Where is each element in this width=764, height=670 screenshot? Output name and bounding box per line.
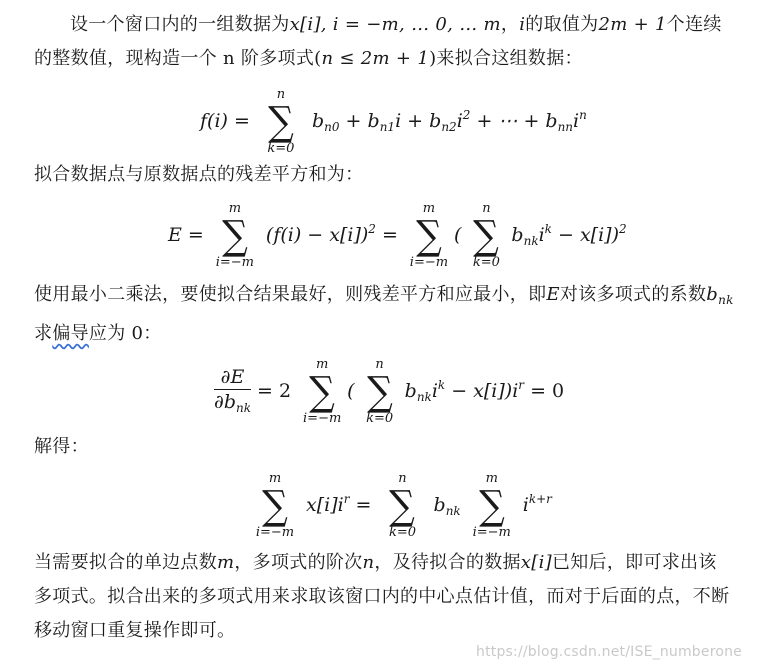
spellcheck-underlined-text: 偏导 bbox=[52, 323, 89, 344]
text: 使用最小二乘法，要使拟合结果最好，则残差平方和应最小，即 bbox=[34, 284, 547, 305]
text: ，及待拟合的数据 bbox=[374, 552, 521, 573]
math-inline: x[i] bbox=[520, 552, 552, 573]
paragraph-least-squares bbox=[34, 278, 734, 351]
math-inline: m bbox=[217, 552, 235, 573]
paragraph-conclusion bbox=[34, 546, 734, 648]
watermark: https://blog.csdn.net/ISE_numberone bbox=[476, 644, 742, 660]
paragraph-intro bbox=[34, 8, 734, 76]
math-inline: $b_{nk}$ bbox=[706, 284, 734, 307]
text: 个连续的整数值，现构造一个 n 阶多项式( bbox=[34, 14, 722, 69]
math-inline: n bbox=[362, 552, 375, 573]
equation-residual-sum: E = m ∑ i=−m $(f(i) - x[i])^2$ = m ∑ i=−m ( n ∑ k=0 $b_{nk}i^k - x[i])^2$ bbox=[168, 201, 627, 270]
text: 对该多项式的系数 bbox=[559, 284, 707, 305]
paragraph-residual: 拟合数据点与原数据点的残差平方和为： bbox=[34, 164, 364, 185]
math-inline: x[i], i = −m, … 0, … m bbox=[289, 14, 501, 35]
equation-polynomial: f(i) = n ∑ k=0 $b_{n0} + b_{n1}i + b_{n2}i^2$ + ⋯ + $b_{nn}i^n$ bbox=[200, 87, 587, 156]
text: 的取值为 bbox=[525, 14, 599, 35]
math-inline: n ≤ 2m + 1 bbox=[321, 48, 430, 69]
text: ， bbox=[500, 14, 520, 35]
text: ，多项式的阶次 bbox=[234, 552, 363, 573]
text: )来拟合这组数据： bbox=[429, 48, 583, 69]
math-inline: i bbox=[519, 14, 526, 35]
text: 设一个窗口内的一组数据为 bbox=[70, 14, 290, 35]
math-inline: 2m + 1 bbox=[598, 14, 667, 35]
math-inline: E bbox=[546, 284, 560, 305]
text: 已知后，即可求出该多项式。拟合出来的多项式用来求取该窗口内的中心点估计值，而对于后面的点，不断移动窗口重复操作即可。 bbox=[34, 552, 730, 641]
text: 当需要拟合的单边点数 bbox=[34, 552, 217, 573]
paragraph-solution-label: 解得： bbox=[34, 436, 89, 457]
text: 求 bbox=[34, 323, 53, 344]
equation-partial-derivative: $\frac{\partial E}{\partial b_{nk}}$ = 2 m ∑ i=−m ( n ∑ k=0 $b_{nk}i^k - x[i])i^r = 0$ bbox=[214, 357, 565, 426]
text: 应为 0： bbox=[88, 323, 162, 344]
equation-solution: m ∑ i=−m $x[i]i^r$ = n ∑ k=0 $b_{nk}$ m ∑ i=−m $i^{k+r}$ bbox=[255, 471, 552, 540]
